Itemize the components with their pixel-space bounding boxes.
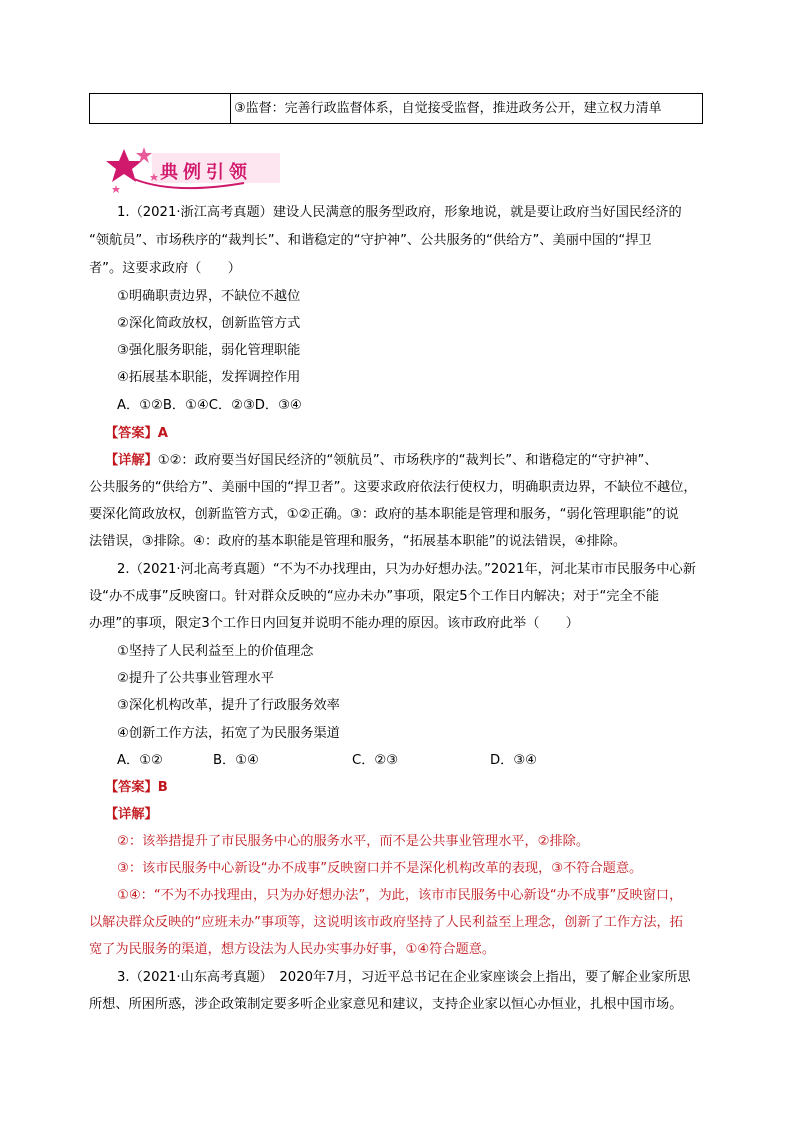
q1-stem-line-1: 1.（2021·浙江高考真题）建设人民满意的服务型政府，形象地说，就是要让政府当好国民经济的	[117, 205, 682, 220]
answer-label: 【答案】	[105, 426, 158, 441]
q2-option-c: C．②③	[352, 753, 399, 768]
q3-stem-line-1: 3.（2021·山东高考真题） 2020年7月，习近平总书记在企业家座谈会上指出，要了解企业家所思	[117, 970, 691, 985]
q1-detail-line-2: 公共服务的“供给方”、美丽中国的“捍卫者”。这要求政府依法行使权力，明确职责边界，不缺位不越位，	[89, 480, 697, 495]
banner-title: 典例引领	[160, 162, 252, 183]
q2-detail-line-5: 宽了为民服务的渠道，想方设法为人民办实事办好事，①④符合题意。	[89, 942, 496, 957]
section-banner	[94, 145, 294, 195]
q1-statement-2: ②深化简政放权，创新监管方式	[117, 316, 301, 331]
q1-statement-1: ①明确职责边界，不缺位不越位	[117, 289, 301, 304]
answer-value: A	[157, 426, 168, 441]
q1-detail-line-4: 法错误，③排除。④：政府的基本职能是管理和服务，“拓展基本职能”的说法错误，④排除。	[89, 534, 627, 549]
q3-stem-line-2: 所想、所困所惑，涉企政策制定要多听企业家意见和建议，支持企业家以恒心办恒业，扎根中国市场。	[89, 997, 683, 1012]
q1-answer	[105, 425, 168, 443]
q2-option-d: D．③④	[490, 753, 537, 768]
policy-table-row	[89, 93, 703, 124]
q2-detail-line-2: ③：该市民服务中心新设“办不成事”反映窗口并不是深化机构改革的表现，③不符合题意。	[117, 861, 643, 876]
q2-option-a: A．①②	[117, 753, 163, 768]
q2-statement-4: ④创新工作方法，拓宽了为民服务渠道	[117, 726, 340, 741]
q2-detail-label: 【详解】	[105, 807, 158, 822]
q2-statement-3: ③深化机构改革，提升了行政服务效率	[117, 698, 340, 713]
q1-detail-line-1	[105, 452, 658, 470]
q2-detail-line-4: 以解决群众反映的“应班未办”事项等，这说明该市政府坚持了人民利益至上理念，创新了工作方法，拓	[89, 915, 683, 930]
q1-statement-4: ④拓展基本职能，发挥调控作用	[117, 370, 301, 385]
q2-stem-line-2: 设“办不成事”反映窗口。针对群众反映的“应办未办”事项，限定5个工作日内解决；对于“完全不能	[89, 589, 660, 604]
q2-option-b: B．①④	[213, 753, 259, 768]
q2-detail-line-1: ②：该举措提升了市民服务中心的服务水平，而不是公共事业管理水平，②排除。	[117, 834, 590, 849]
detail-text: ①②：政府要当好国民经济的“领航员”、市场秩序的“裁判长”、和谐稳定的“守护神”、	[157, 453, 658, 468]
q2-stem-line-3: 办理”的事项，限定3个工作日内回复并说明不能办理的原因。该市政府此举（ ）	[89, 616, 579, 631]
q1-detail-line-3: 要深化简政放权，创新监管方式，①②正确。③：政府的基本职能是管理和服务，“弱化管理职能”的说	[89, 507, 679, 522]
answer-label: 【答案】	[105, 780, 158, 795]
q2-statement-1: ①坚持了人民利益至上的价值理念	[117, 644, 314, 659]
q1-stem-line-2: “领航员”、市场秩序的“裁判长”、和谐稳定的“守护神”、公共服务的“供给方”、美丽中国的“捍卫	[89, 233, 652, 248]
table-cell-empty	[90, 94, 231, 123]
detail-label: 【详解】	[105, 453, 158, 468]
q1-statement-3: ③强化服务职能，弱化管理职能	[117, 343, 301, 358]
q2-stem-line-1: 2.（2021·河北高考真题）“不为不办找理由，只为办好想办法。”2021年，河北某市市民服务中心新	[117, 562, 696, 577]
q1-stem-line-3: 者”。这要求政府（ ）	[89, 261, 241, 276]
q2-statement-2: ②提升了公共事业管理水平	[117, 671, 274, 686]
q2-detail-line-3: ①④：“不为不办找理由，只为办好想办法”，为此，该市市民服务中心新设“办不成事”反映窗口，	[117, 888, 683, 903]
q1-options: A．①②B．①④C．②③D．③④	[117, 398, 302, 413]
table-cell-supervision: ③监督：完善行政监督体系，自觉接受监督，推进政务公开，建立权力清单	[234, 101, 662, 116]
answer-value: B	[157, 780, 168, 795]
q2-answer	[105, 779, 168, 797]
